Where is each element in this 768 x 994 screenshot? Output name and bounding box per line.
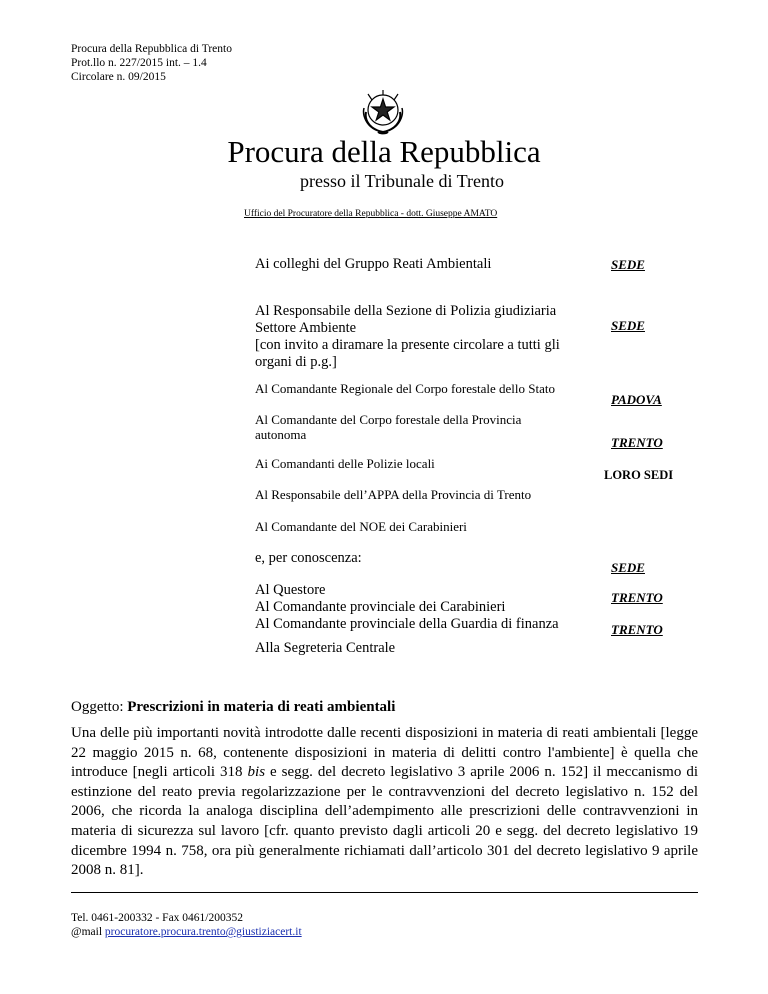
subject-text: Prescrizioni in materia di reati ambientali xyxy=(127,699,396,715)
recipient-2-line-4: organi di p.g.] xyxy=(255,354,337,370)
recipient-7: Al Comandante del NOE dei Carabinieri xyxy=(255,519,467,534)
footer-mail-label: @mail xyxy=(71,926,105,938)
subject-line xyxy=(71,699,395,716)
recipient-2-line-1: Al Responsabile della Sezione di Polizia giudiziaria xyxy=(255,303,557,319)
recipient-2-line-3: [con invito a diramare la presente circolare a tutti gli xyxy=(255,337,560,353)
header-protocol: Prot.llo n. 227/2015 int. – 1.4 xyxy=(71,57,207,69)
italian-republic-emblem-icon xyxy=(358,86,408,136)
page-title: Procura della Repubblica xyxy=(227,134,541,169)
header-office: Procura della Repubblica di Trento xyxy=(71,43,232,55)
recipient-2-line-2: Settore Ambiente xyxy=(255,320,357,336)
footer-phone-fax: Tel. 0461-200332 - Fax 0461/200352 xyxy=(71,912,244,924)
cc-label: e, per conoscenza: xyxy=(255,550,362,566)
recipient-3: Al Comandante Regionale del Corpo forestale dello Stato xyxy=(255,381,556,396)
recipient-6: Al Responsabile dell’APPA della Provincia di Trento xyxy=(255,487,532,502)
page-subtitle: presso il Tribunale di Trento xyxy=(300,171,505,191)
recipient-5-destination: LORO SEDI xyxy=(604,468,674,482)
footer-email-line xyxy=(71,925,302,939)
office-line: Ufficio del Procuratore della Repubblica - dott. Giuseppe AMATO xyxy=(244,209,498,219)
recipient-4-destination: TRENTO xyxy=(611,435,663,450)
cc-recipient-2: Al Comandante provinciale dei Carabinieri xyxy=(255,599,506,615)
body-text-bis: bis xyxy=(247,764,266,781)
cc-destination-1: SEDE xyxy=(611,560,645,575)
subject-label: Oggetto: xyxy=(71,699,128,715)
footer-divider xyxy=(71,892,698,893)
recipient-2-destination: SEDE xyxy=(611,318,645,333)
footer-email-link[interactable]: procuratore.procura.trento@giustiziacert.it xyxy=(104,926,302,938)
body-text-part-2: e segg. del decreto legislativo 3 aprile 2006 n. 152] il meccanismo di estinzione del reato previa regolarizzazione per le contravvenzioni del decreto legislativo n. 152 del 2006, che ricorda la analoga disciplina dell’adempimento alle prescrizioni delle contravvenzioni in materia di sicurezza sul lavoro [cfr. quanto previsto dagli articoli 20 e segg. del decreto legislativo 19 dicembre 1994 n. 758, ora più generalmente richiamati dall’articolo 301 del decreto legislativo 9 aprile 2008 n. 81]. xyxy=(71,764,698,879)
cc-recipient-1: Al Questore xyxy=(255,582,326,598)
recipient-3-destination: PADOVA xyxy=(611,392,662,407)
footer xyxy=(71,911,302,939)
recipient-1-destination: SEDE xyxy=(611,257,645,272)
header-circular: Circolare n. 09/2015 xyxy=(71,71,166,83)
cc-recipient-3: Al Comandante provinciale della Guardia di finanza xyxy=(255,616,559,632)
recipient-4-line-2: autonoma xyxy=(255,427,307,442)
cc-recipient-3-destination: TRENTO xyxy=(611,622,663,637)
body-text-part-1: Una delle più importanti novità introdotte dalle recenti disposizioni in materia di reati ambientali [legge 22 maggio 2015 n. 68, contenente disposizioni in materia di delitti contro l'ambiente] è quella che introduce [negli articoli 318 xyxy=(71,725,698,781)
recipient-5: Ai Comandanti delle Polizie locali xyxy=(255,456,435,471)
cc-recipient-1-destination: TRENTO xyxy=(611,590,663,605)
cc-recipient-4: Alla Segreteria Centrale xyxy=(255,640,396,656)
recipient-4-line-1: Al Comandante del Corpo forestale della Provincia xyxy=(255,412,522,427)
recipient-1: Ai colleghi del Gruppo Reati Ambientali xyxy=(255,256,492,272)
body-paragraph xyxy=(71,724,698,881)
